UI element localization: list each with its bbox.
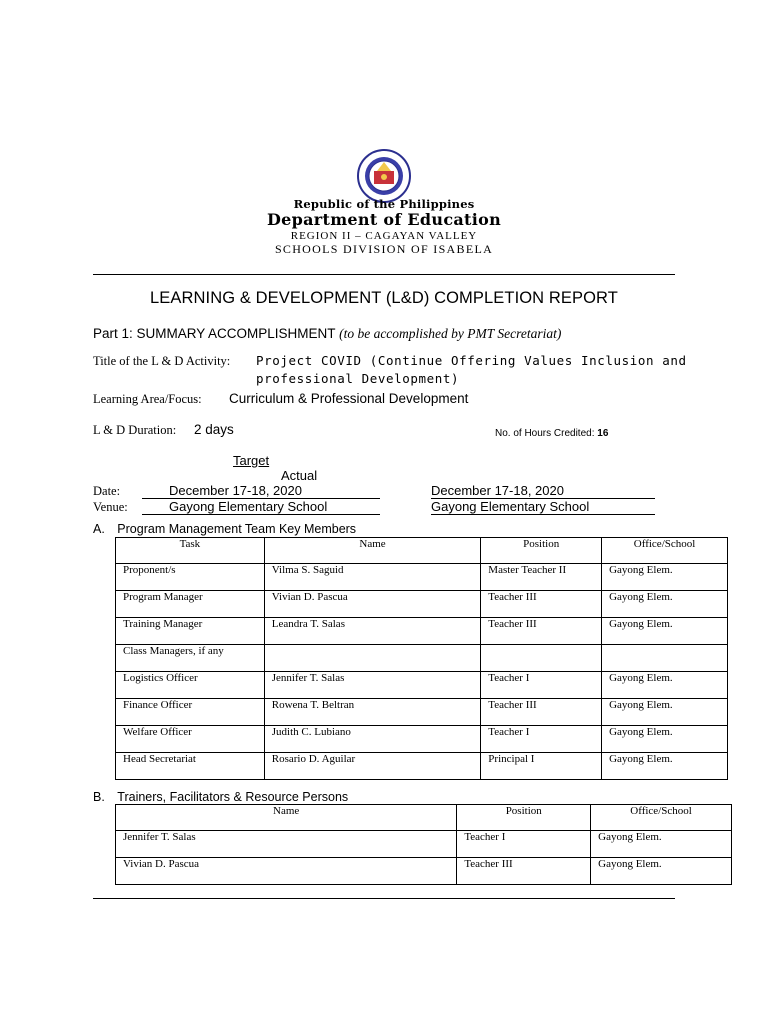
column-header-task: Task xyxy=(116,538,265,564)
position-cell: Teacher III xyxy=(481,618,602,645)
name-cell: Rowena T. Beltran xyxy=(264,699,481,726)
table-row xyxy=(116,831,732,858)
office-cell: Gayong Elem. xyxy=(602,672,728,699)
hours-value: 16 xyxy=(597,428,609,439)
table-row xyxy=(116,858,732,885)
task-cell: Head Secretariat xyxy=(116,753,265,780)
division-line: SCHOOLS DIVISION OF ISABELA xyxy=(274,242,494,256)
section-a-title: Program Management Team Key Members xyxy=(117,522,357,536)
table-row xyxy=(116,618,728,645)
duration-value: 2 days xyxy=(194,422,234,437)
task-cell: Welfare Officer xyxy=(116,726,265,753)
task-cell: Logistics Officer xyxy=(116,672,265,699)
position-cell: Master Teacher II xyxy=(481,564,602,591)
name-cell: Jennifer T. Salas xyxy=(116,831,457,858)
position-cell: Teacher III xyxy=(481,699,602,726)
learning-area-value: Curriculum & Professional Development xyxy=(229,391,469,406)
activity-title-line2: professional Development) xyxy=(256,371,460,386)
republic-line: Republic of the Philippines xyxy=(293,197,475,211)
footer-divider xyxy=(93,898,675,899)
office-cell: Gayong Elem. xyxy=(602,564,728,591)
hours-label: No. of Hours Credited: xyxy=(495,428,595,439)
venue-label: Venue: xyxy=(93,500,128,514)
position-cell: Principal I xyxy=(481,753,602,780)
activity-title-line1: Project COVID (Continue Offering Values Inclusion and xyxy=(256,353,687,368)
office-cell xyxy=(602,645,728,672)
part1-title: Part 1: SUMMARY ACCOMPLISHMENT xyxy=(93,326,336,341)
position-cell xyxy=(481,645,602,672)
target-venue: Gayong Elementary School xyxy=(169,499,328,514)
section-b-heading xyxy=(93,790,348,804)
position-cell: Teacher I xyxy=(481,672,602,699)
office-cell: Gayong Elem. xyxy=(602,591,728,618)
table-row xyxy=(116,672,728,699)
table-header-row xyxy=(116,538,728,564)
region-line: REGION II – CAGAYAN VALLEY xyxy=(290,230,478,242)
task-cell: Proponent/s xyxy=(116,564,265,591)
name-cell: Rosario D. Aguilar xyxy=(264,753,481,780)
column-header-office: Office/School xyxy=(602,538,728,564)
task-cell: Program Manager xyxy=(116,591,265,618)
actual-date: December 17-18, 2020 xyxy=(431,483,564,498)
name-cell: Leandra T. Salas xyxy=(264,618,481,645)
target-label: Target xyxy=(233,453,270,468)
duration-label: L & D Duration: xyxy=(93,423,177,437)
table-header-row xyxy=(116,805,732,831)
name-cell: Judith C. Lubiano xyxy=(264,726,481,753)
office-cell: Gayong Elem. xyxy=(591,831,732,858)
office-cell: Gayong Elem. xyxy=(602,753,728,780)
table-row xyxy=(116,699,728,726)
table-row xyxy=(116,591,728,618)
actual-venue: Gayong Elementary School xyxy=(431,499,590,514)
column-header-position: Position xyxy=(481,538,602,564)
task-cell: Training Manager xyxy=(116,618,265,645)
section-a-letter: A. xyxy=(93,522,105,536)
office-cell: Gayong Elem. xyxy=(602,618,728,645)
department-name: Department of Education xyxy=(266,210,502,229)
target-date: December 17-18, 2020 xyxy=(169,483,302,498)
column-header-office: Office/School xyxy=(591,805,732,831)
office-cell: Gayong Elem. xyxy=(602,726,728,753)
section-b-title: Trainers, Facilitators & Resource Persons xyxy=(117,790,349,804)
learning-area-label: Learning Area/Focus: xyxy=(93,392,202,406)
header-divider xyxy=(93,274,675,275)
section-a-heading xyxy=(93,522,356,536)
part1-note: (to be accomplished by PMT Secretariat) xyxy=(339,326,562,341)
table-row xyxy=(116,645,728,672)
column-header-name: Name xyxy=(116,805,457,831)
part1-heading xyxy=(93,326,561,342)
name-cell: Vilma S. Saguid xyxy=(264,564,481,591)
name-cell: Vivian D. Pascua xyxy=(264,591,481,618)
actual-label: Actual xyxy=(281,468,318,483)
pmt-members-table xyxy=(115,537,728,780)
hours-credited xyxy=(495,428,608,439)
section-b-letter: B. xyxy=(93,790,105,804)
activity-label: Title of the L & D Activity: xyxy=(93,354,231,368)
position-cell: Teacher I xyxy=(481,726,602,753)
table-row xyxy=(116,726,728,753)
name-cell: Jennifer T. Salas xyxy=(264,672,481,699)
position-cell: Teacher I xyxy=(457,831,591,858)
office-cell: Gayong Elem. xyxy=(591,858,732,885)
report-title: LEARNING & DEVELOPMENT (L&D) COMPLETION REPORT xyxy=(150,289,618,307)
date-label: Date: xyxy=(93,484,121,498)
position-cell: Teacher III xyxy=(457,858,591,885)
name-cell xyxy=(264,645,481,672)
trainers-table xyxy=(115,804,732,885)
position-cell: Teacher III xyxy=(481,591,602,618)
table-row xyxy=(116,753,728,780)
column-header-position: Position xyxy=(457,805,591,831)
name-cell: Vivian D. Pascua xyxy=(116,858,457,885)
deped-seal-logo xyxy=(343,148,425,204)
task-cell: Finance Officer xyxy=(116,699,265,726)
column-header-name: Name xyxy=(264,538,481,564)
task-cell: Class Managers, if any xyxy=(116,645,265,672)
table-row xyxy=(116,564,728,591)
office-cell: Gayong Elem. xyxy=(602,699,728,726)
